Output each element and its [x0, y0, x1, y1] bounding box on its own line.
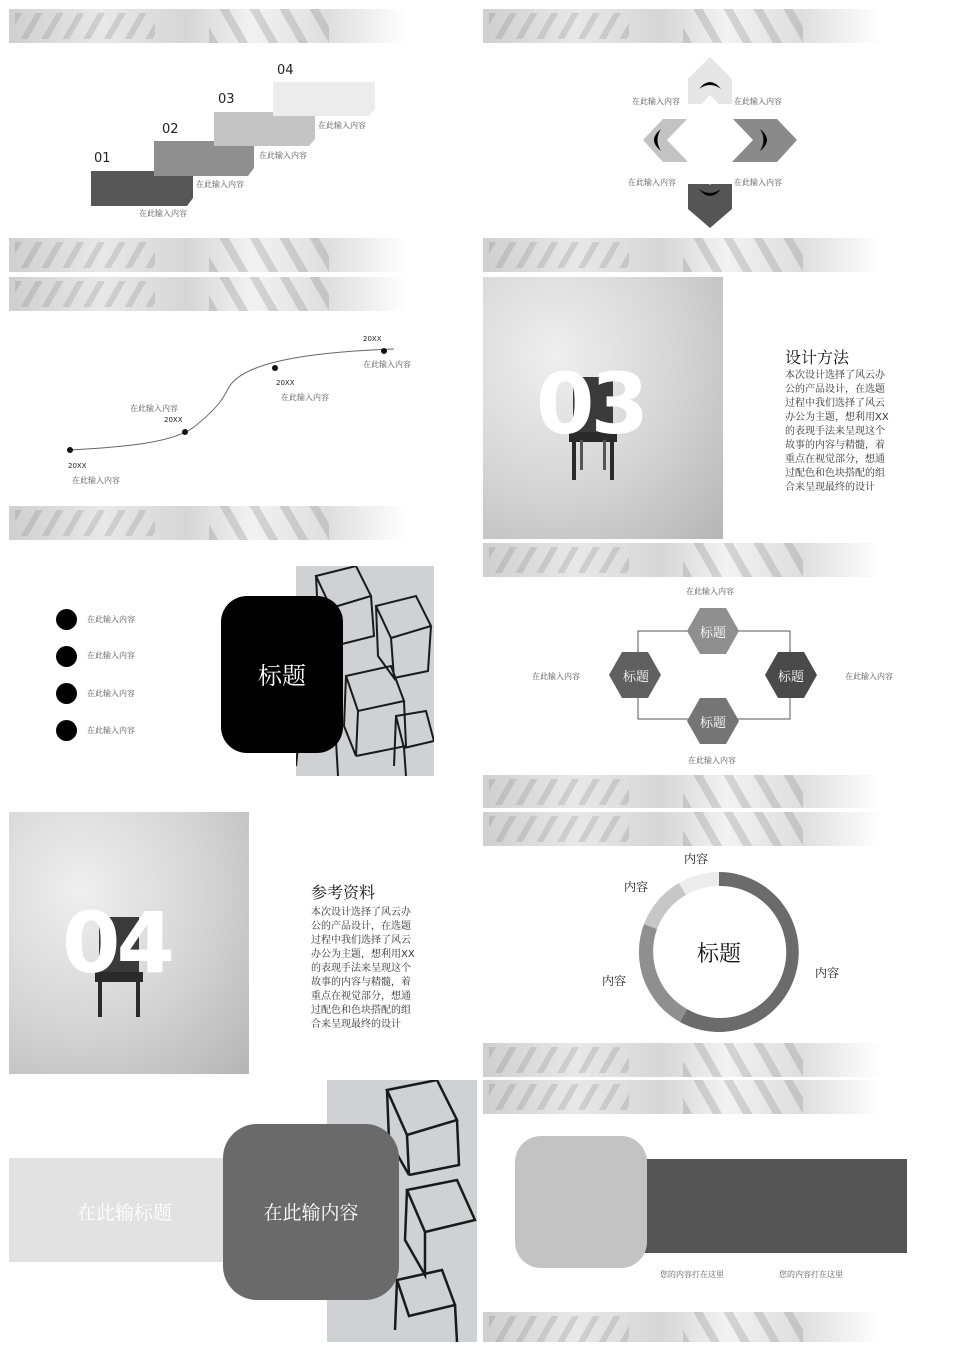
slide-banner-bottom: [9, 238, 477, 272]
timeline-label-4: 在此输入内容: [363, 360, 411, 369]
list-item-4: 在此输入内容: [87, 726, 135, 735]
slide-timeline: [9, 277, 477, 542]
timeline-point-3: [272, 365, 278, 371]
section-heading: 参考资料: [311, 883, 376, 902]
bullet-dot-1: [56, 609, 77, 630]
timeline-year-4: 20XX: [363, 335, 382, 343]
dark-band: [633, 1159, 907, 1253]
hex-text-top: 在此输入内容: [686, 587, 734, 596]
cross-graphic: [483, 9, 951, 274]
content-box-text: 在此输内容: [263, 1202, 359, 1224]
slide-banner-bottom: [483, 775, 951, 808]
hex-label-top: 标题: [700, 626, 727, 641]
slide-banner: [483, 1080, 951, 1114]
slide-captions: [483, 1080, 951, 1342]
step-bar-02: [154, 141, 254, 176]
list-item-1: 在此输入内容: [87, 615, 135, 624]
slide-section-04: [9, 812, 477, 1077]
cross-label-top-right: 在此输入内容: [734, 97, 782, 106]
cross-label-bottom-right: 在此输入内容: [734, 178, 782, 187]
hex-label-right: 标题: [778, 670, 805, 685]
timeline-point-4: [381, 348, 387, 354]
left-title-band: [9, 1158, 249, 1262]
hex-label-left: 标题: [623, 670, 650, 685]
step-label-01: 在此输入内容: [139, 209, 187, 218]
donut-label-top: 内容: [684, 852, 709, 866]
left-title-text: 在此输标题: [77, 1202, 173, 1224]
timeline-curve: [9, 277, 477, 542]
step-bar-01: [91, 171, 193, 206]
step-label-04: 在此输入内容: [318, 121, 366, 130]
section-body: 本次设计选择了风云办公的产品设计，在选题过程中我们选择了风云办公为主题，想利用XX的表现手法来呈现这个故事的内容与精髓，着重点在视觉部分，想通过配色和色块搭配的组合来呈现最终的设计: [785, 370, 889, 493]
timeline-label-3: 在此输入内容: [281, 393, 329, 402]
timeline-year-3: 20XX: [276, 379, 295, 387]
light-rounded-box: [515, 1136, 647, 1268]
step-number-02: 02: [162, 122, 179, 137]
steps-graphic: [9, 9, 477, 274]
timeline-point-1: [67, 447, 73, 453]
step-number-03: 03: [218, 92, 235, 107]
slide-donut: [483, 812, 951, 1077]
hex-text-right: 在此输入内容: [845, 672, 893, 681]
hex-text-bottom: 在此输入内容: [688, 756, 736, 765]
step-label-03: 在此输入内容: [259, 151, 307, 160]
list-item-2: 在此输入内容: [87, 651, 135, 660]
content-box: [223, 1124, 399, 1300]
donut-label-left: 内容: [602, 974, 627, 988]
slide-banner-bottom: [9, 506, 477, 540]
cross-label-bottom-left: 在此输入内容: [628, 178, 676, 187]
bullet-dot-4: [56, 720, 77, 741]
timeline-label-1: 在此输入内容: [72, 476, 120, 485]
caption-2: 您的内容打在这里: [779, 1270, 843, 1279]
slide-hexagons: [483, 543, 951, 808]
cross-label-top-left: 在此输入内容: [632, 97, 680, 106]
slide-banner-bottom: [483, 238, 951, 272]
step-number-01: 01: [94, 151, 111, 166]
caption-1: 您的内容打在这里: [660, 1270, 724, 1279]
bullet-dot-2: [56, 646, 77, 667]
timeline-year-1: 20XX: [68, 462, 87, 470]
cross-arm-bottom: [688, 184, 732, 228]
step-bar-03: [214, 112, 315, 146]
slide-cross: [483, 9, 951, 274]
step-bar-04: [273, 82, 375, 116]
timeline-point-2: [182, 429, 188, 435]
section-heading: 设计方法: [785, 348, 850, 367]
donut-label-upper-left: 内容: [624, 880, 649, 894]
chair-photo: [483, 277, 723, 539]
slide-banner-bottom: [483, 1043, 951, 1077]
timeline-year-2: 20XX: [164, 416, 183, 424]
chair-photo: [9, 812, 249, 1074]
donut-segment-mid: [639, 924, 687, 1022]
slide-banner-bottom: [483, 1312, 951, 1342]
cross-center-diamond: [667, 95, 753, 185]
slide-steps: [9, 9, 477, 274]
section-number: 03: [536, 355, 645, 453]
donut-segment-lighter: [679, 872, 719, 895]
slide-title-blocks: [9, 1080, 477, 1342]
title-box: [221, 596, 343, 753]
slide-list-title: [9, 543, 477, 808]
donut-label-right: 内容: [815, 966, 840, 980]
step-label-02: 在此输入内容: [196, 180, 244, 189]
section-number: 04: [62, 894, 171, 992]
list-item-3: 在此输入内容: [87, 689, 135, 698]
section-body: 本次设计选择了风云办公的产品设计，在选题过程中我们选择了风云办公为主题，想利用XX的表现手法来呈现这个故事的内容与精髓，着重点在视觉部分，想通过配色和色块搭配的组合来呈现最终的设计: [311, 907, 415, 1030]
bullet-dot-3: [56, 683, 77, 704]
step-number-04: 04: [277, 63, 294, 78]
timeline-label-2: 在此输入内容: [130, 404, 178, 413]
hex-label-bottom: 标题: [700, 716, 727, 731]
title-text: 标题: [258, 662, 306, 690]
donut-title: 标题: [697, 942, 742, 967]
donut-segment-light: [644, 883, 686, 929]
hex-text-left: 在此输入内容: [532, 672, 580, 681]
slide-section-03: [483, 277, 951, 542]
